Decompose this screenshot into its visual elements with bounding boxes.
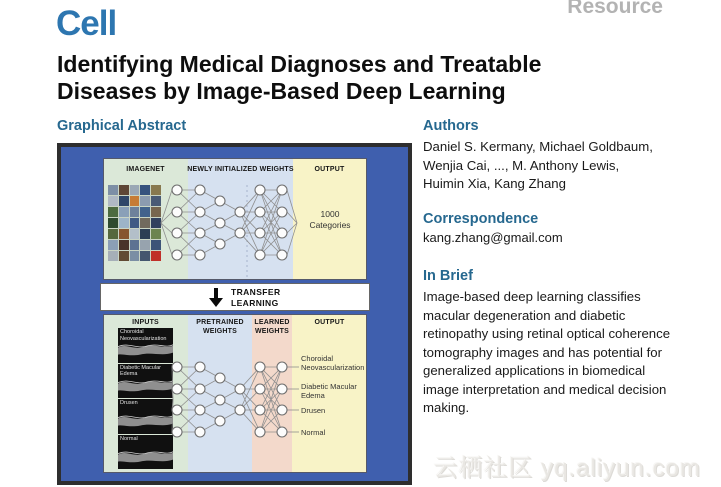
transfer-learning-label: TRANSFER LEARNING	[231, 287, 281, 308]
author-list	[423, 138, 685, 194]
imagenet-tile	[140, 240, 150, 250]
imagenet-tile	[151, 229, 161, 239]
learned-weights-section	[252, 315, 292, 472]
article-title: Identifying Medical Diagnoses and Treatable Diseases by Image-Based Deep Learning	[57, 51, 542, 104]
author-line: Wenjia Cai, ..., M. Anthony Lewis,	[423, 157, 620, 173]
imagenet-tile	[140, 251, 150, 261]
pretrained-weights-section	[188, 315, 252, 472]
header-imagenet: IMAGENET	[126, 166, 165, 173]
graphical-abstract-figure	[57, 143, 412, 485]
imagenet-tile	[119, 185, 129, 195]
output-class-label: Choroidal Neovascularization	[301, 354, 365, 372]
imagenet-tile	[108, 185, 118, 195]
correspondence-heading: Correspondence	[423, 211, 539, 228]
imagenet-tile	[130, 218, 140, 228]
header-learned-weights: LEARNED WEIGHTS	[254, 319, 290, 335]
imagenet-tile	[151, 196, 161, 206]
imagenet-tile	[130, 251, 140, 261]
oct-image-label: Choroidal Neovascularization	[120, 329, 167, 342]
header-inputs: INPUTS	[132, 319, 159, 326]
imagenet-tile	[140, 185, 150, 195]
output-class-label: Normal	[301, 428, 326, 437]
imagenet-tile	[151, 185, 161, 195]
imagenet-tile	[119, 240, 129, 250]
oct-image-label: Drusen	[120, 400, 138, 406]
right-column	[423, 118, 685, 418]
oct-image	[118, 364, 173, 399]
graphical-abstract-heading: Graphical Abstract	[57, 118, 187, 134]
oct-image-label: Normal	[120, 435, 138, 442]
imagenet-collage	[108, 185, 161, 261]
imagenet-tile	[151, 240, 161, 250]
imagenet-tile	[108, 229, 118, 239]
imagenet-tile	[151, 218, 161, 228]
header-top-output: OUTPUT	[314, 166, 345, 173]
imagenet-tile	[140, 196, 150, 206]
author-line: Huimin Xia, Kang Zhang	[423, 176, 566, 192]
imagenet-tile	[140, 218, 150, 228]
imagenet-tile	[130, 185, 140, 195]
output-class-label: Diabetic Macular Edema	[301, 382, 357, 400]
output-class-label: Drusen	[301, 406, 326, 415]
imagenet-tile	[119, 229, 129, 239]
imagenet-tile	[119, 251, 129, 261]
site-watermark: 云栖社区 yq.aliyun.com	[433, 455, 701, 482]
imagenet-tile	[130, 240, 140, 250]
header-pretrained-weights: PRETRAINED WEIGHTS	[196, 319, 244, 335]
oct-image	[118, 399, 173, 434]
imagenet-tile	[130, 196, 140, 206]
imagenet-tile	[130, 207, 140, 217]
initialized-weights-section	[188, 159, 292, 279]
oct-input-images	[118, 328, 173, 470]
oct-image	[118, 328, 173, 363]
in-brief-heading: In Brief	[423, 268, 473, 285]
imagenet-tile	[119, 196, 129, 206]
imagenet-tile	[108, 251, 118, 261]
in-brief-text: Image-based deep learning classifies macular degeneration and diabetic retinopathy using retinal optical coherence tomography images and has potential for generalized applications in biomedical image interpretation and medical decision making.	[423, 289, 671, 416]
oct-image	[118, 435, 173, 470]
author-line: Daniel S. Kermany, Michael Goldbaum,	[423, 139, 653, 154]
imagenet-tile	[140, 207, 150, 217]
header-bottom-output: OUTPUT	[314, 319, 345, 326]
imagenet-tile	[108, 218, 118, 228]
oct-image-label: Diabetic Macular Edema	[120, 364, 161, 378]
imagenet-tile	[119, 218, 129, 228]
article-type-label: Resource	[567, 0, 663, 18]
journal-logo: Cell	[56, 4, 117, 43]
imagenet-tile	[119, 207, 129, 217]
imagenet-tile	[140, 229, 150, 239]
imagenet-tile	[130, 229, 140, 239]
top-output-label: 1000 Categories	[309, 209, 351, 231]
authors-heading: Authors	[423, 118, 479, 134]
header-newly-initialized-weights: NEWLY INITIALIZED WEIGHTS	[187, 166, 294, 173]
imagenet-tile	[108, 240, 118, 250]
imagenet-tile	[151, 251, 161, 261]
imagenet-tile	[151, 207, 161, 217]
down-arrow-icon	[209, 288, 223, 308]
transfer-learning-bar	[100, 283, 370, 311]
correspondence-email[interactable]: kang.zhang@gmail.com	[423, 230, 563, 246]
imagenet-tile	[108, 207, 118, 217]
imagenet-tile	[108, 196, 118, 206]
